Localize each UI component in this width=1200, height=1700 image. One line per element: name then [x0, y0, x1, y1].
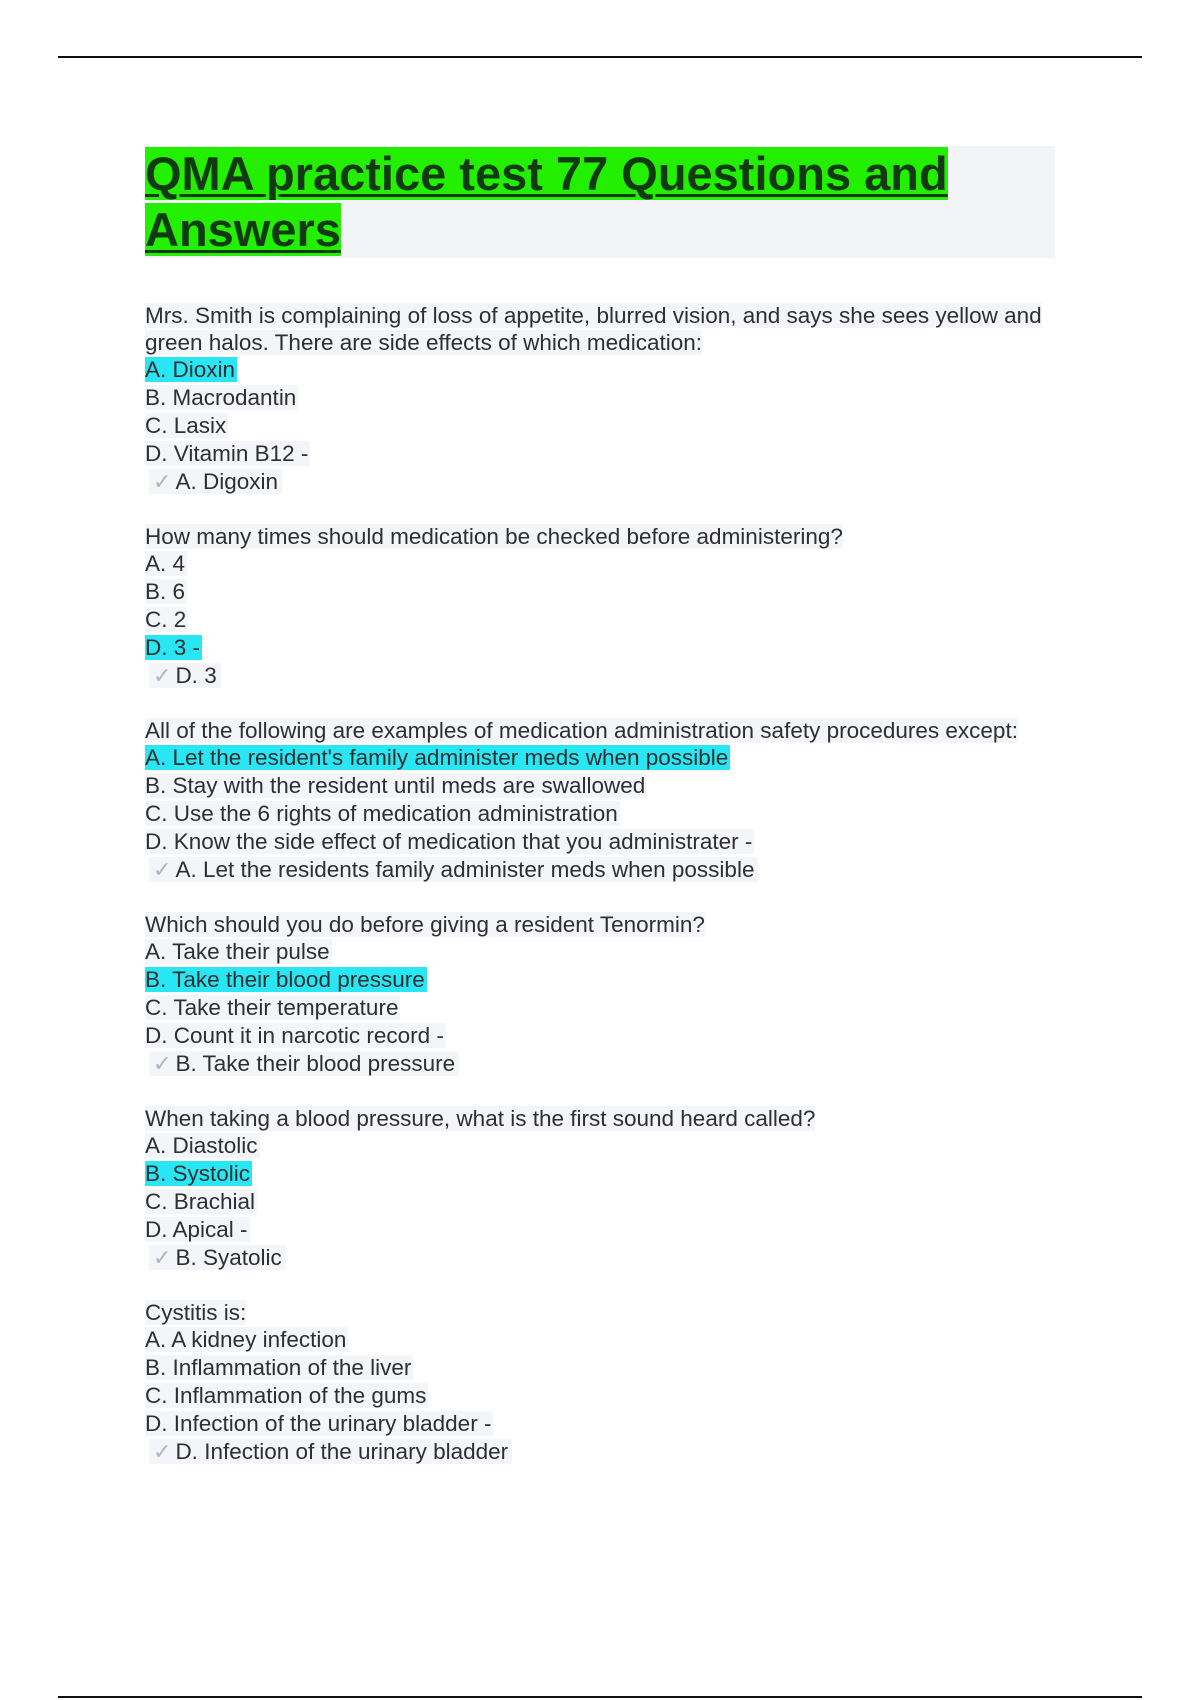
option-d: D. 3 -	[145, 635, 201, 660]
option-b: B. Macrodantin	[145, 385, 297, 410]
answer-text: B. Take their blood pressure	[175, 1051, 456, 1076]
questions-list	[145, 302, 1045, 1493]
answer-line	[145, 662, 1045, 690]
option-d: D. Infection of the urinary bladder -	[145, 1411, 492, 1436]
question-block	[145, 302, 1045, 496]
check-icon: ✓	[153, 1245, 172, 1270]
option-c: C. Lasix	[145, 413, 227, 438]
option-b: B. Inflammation of the liver	[145, 1355, 412, 1380]
question-text: Which should you do before giving a resident Tenormin?	[145, 912, 705, 937]
question-block	[145, 911, 1045, 1078]
option-a: A. Dioxin	[145, 357, 236, 382]
option-d: D. Apical -	[145, 1217, 248, 1242]
question-text: Mrs. Smith is complaining of loss of appetite, blurred vision, and says she sees yellow and green halos. There are side effects of which medication:	[145, 303, 1042, 355]
option-c: C. Take their temperature	[145, 995, 399, 1020]
answer-text: B. Syatolic	[175, 1245, 282, 1270]
answer-text: D. Infection of the urinary bladder	[175, 1439, 509, 1464]
option-b: B. 6	[145, 579, 186, 604]
question-text: All of the following are examples of medication administration safety procedures except:	[145, 718, 1018, 743]
question-block	[145, 1105, 1045, 1272]
option-b: B. Take their blood pressure	[145, 967, 425, 992]
question-text: How many times should medication be checked before administering?	[145, 524, 843, 549]
answer-line	[145, 468, 1045, 496]
question-block	[145, 1299, 1045, 1466]
check-icon: ✓	[153, 469, 172, 494]
check-icon: ✓	[153, 1051, 172, 1076]
check-icon: ✓	[153, 1439, 172, 1464]
option-c: C. Brachial	[145, 1189, 256, 1214]
option-a: A. Let the resident's family administer meds when possible	[145, 745, 729, 770]
question-text: When taking a blood pressure, what is the first sound heard called?	[145, 1106, 816, 1131]
question-block	[145, 717, 1045, 884]
question-text: Cystitis is:	[145, 1300, 247, 1325]
question-block	[145, 523, 1045, 690]
answer-line	[145, 1050, 1045, 1078]
option-c: C. 2	[145, 607, 187, 632]
option-a: A. 4	[145, 551, 186, 576]
title-block	[145, 146, 1055, 258]
option-a: A. Take their pulse	[145, 939, 330, 964]
option-d: D. Count it in narcotic record -	[145, 1023, 444, 1048]
title-line-1: QMA practice test 77 Questions and	[145, 147, 948, 200]
option-c: C. Use the 6 rights of medication administration	[145, 801, 618, 826]
option-c: C. Inflammation of the gums	[145, 1383, 427, 1408]
document-title	[145, 146, 1055, 258]
option-b: B. Stay with the resident until meds are swallowed	[145, 773, 646, 798]
option-b: B. Systolic	[145, 1161, 251, 1186]
option-a: A. Diastolic	[145, 1133, 258, 1158]
answer-text: A. Digoxin	[175, 469, 278, 494]
check-icon: ✓	[153, 663, 172, 688]
answer-text: A. Let the residents family administer meds when possible	[175, 857, 755, 882]
bottom-rule	[58, 1696, 1142, 1698]
top-rule	[58, 56, 1142, 58]
check-icon: ✓	[153, 857, 172, 882]
answer-line	[145, 856, 1045, 884]
answer-text: D. 3	[175, 663, 217, 688]
option-d: D. Vitamin B12 -	[145, 441, 309, 466]
option-d: D. Know the side effect of medication that you administrater -	[145, 829, 753, 854]
answer-line	[145, 1244, 1045, 1272]
title-line-2: Answers	[145, 203, 341, 256]
option-a: A. A kidney infection	[145, 1327, 347, 1352]
answer-line	[145, 1438, 1045, 1466]
